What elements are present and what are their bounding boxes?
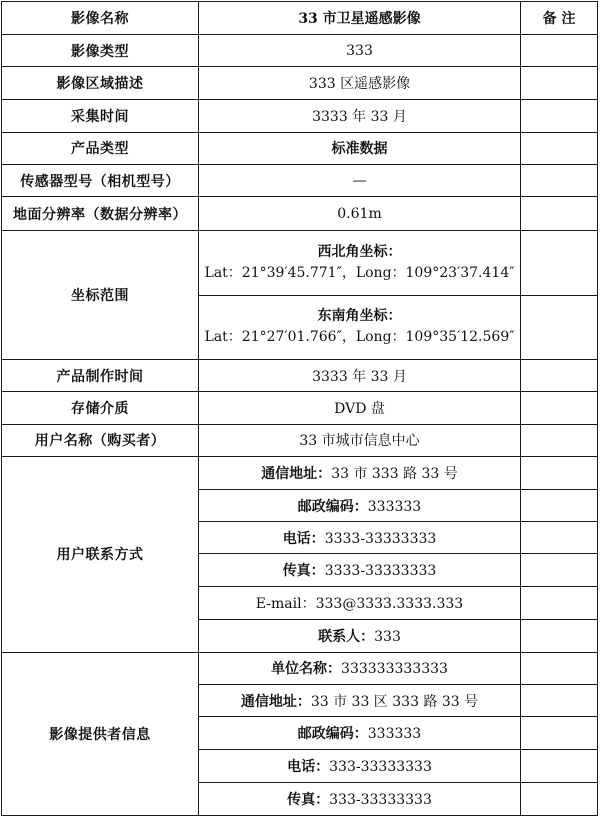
remarks-cell — [521, 35, 598, 67]
user-email-cell — [199, 587, 521, 619]
region-desc-label: 影像区域描述 — [2, 67, 199, 99]
user-email-value: 333@3333.3333.333 — [315, 596, 464, 613]
storage-medium-value: DVD 盘 — [199, 392, 521, 424]
provider-phone-cell — [199, 750, 521, 782]
remarks-cell — [521, 67, 598, 99]
remarks-cell — [521, 750, 598, 782]
remarks-cell — [521, 685, 598, 717]
user-fax-value: 3333-33333333 — [324, 563, 437, 580]
remarks-cell — [521, 717, 598, 750]
provider-address-value: 33 市 33 区 333 路 33 号 — [310, 693, 479, 710]
remarks-cell — [521, 456, 598, 489]
sensor-model-value: — — [199, 164, 521, 196]
remarks-cell — [521, 164, 598, 196]
southeast-coord-title: 东南角坐标： — [317, 308, 402, 325]
provider-org-cell — [199, 652, 521, 684]
table-row — [2, 2, 598, 35]
user-postcode-value: 333333 — [367, 498, 422, 515]
table-row — [2, 424, 598, 456]
user-phone-key: 电话： — [282, 530, 325, 547]
user-address-value: 33 市 333 路 33 号 — [331, 465, 458, 482]
coord-range-label: 坐标范围 — [2, 231, 199, 360]
provider-info-label: 影像提供者信息 — [2, 652, 199, 815]
provider-address-cell — [199, 685, 521, 717]
remarks-cell — [521, 392, 598, 424]
table-row — [2, 360, 598, 392]
remarks-cell — [521, 132, 598, 164]
provider-fax-value: 333-33333333 — [329, 791, 432, 808]
table-row — [2, 35, 598, 67]
remarks-cell — [521, 197, 598, 231]
ground-resolution-value: 0.61m — [199, 197, 521, 231]
user-postcode-key: 邮政编码： — [297, 498, 368, 515]
table-row — [2, 392, 598, 424]
table-row — [2, 164, 598, 196]
table-row — [2, 67, 598, 99]
table-row — [2, 456, 598, 489]
capture-time-value: 3333 年 33 月 — [199, 99, 521, 132]
sensor-model-label: 传感器型号（相机型号） — [2, 164, 199, 196]
remarks-cell — [521, 99, 598, 132]
image-type-value: 333 — [199, 35, 521, 67]
user-contact-person-key: 联系人： — [318, 628, 375, 645]
remarks-cell — [521, 489, 598, 521]
user-contact-person-value: 333 — [374, 628, 401, 645]
region-desc-value: 333 区遥感影像 — [199, 67, 521, 99]
provider-fax-key: 传真： — [287, 791, 330, 808]
user-name-value: 33 市城市信息中心 — [199, 424, 521, 456]
user-fax-key: 传真： — [282, 563, 325, 580]
user-fax-cell — [199, 554, 521, 587]
table-row — [2, 99, 598, 132]
provider-postcode-cell — [199, 717, 521, 750]
northwest-coord-cell — [199, 231, 521, 295]
user-phone-value: 3333-33333333 — [324, 530, 437, 547]
table-row — [2, 132, 598, 164]
remarks-cell — [521, 231, 598, 295]
southeast-coord-value: Lat：21°27′01.766″，Long：109°35′12.569″ — [204, 329, 515, 346]
storage-medium-label: 存储介质 — [2, 392, 199, 424]
remarks-cell — [521, 782, 598, 815]
provider-org-key: 单位名称： — [271, 661, 342, 678]
product-type-value: 标准数据 — [199, 132, 521, 164]
user-address-cell — [199, 456, 521, 489]
remarks-cell — [521, 424, 598, 456]
remarks-cell — [521, 619, 598, 652]
user-name-label: 用户名称（购买者） — [2, 424, 199, 456]
user-postcode-cell — [199, 489, 521, 521]
southeast-coord-cell — [199, 295, 521, 359]
northwest-coord-title: 西北角坐标： — [317, 244, 402, 261]
remarks-cell — [521, 295, 598, 359]
user-contact-label: 用户联系方式 — [2, 456, 199, 652]
remarks-header: 备 注 — [521, 2, 598, 35]
provider-fax-cell — [199, 782, 521, 815]
image-name-label: 影像名称 — [2, 2, 199, 35]
provider-address-key: 通信地址： — [240, 693, 311, 710]
provider-postcode-value: 333333 — [367, 726, 422, 743]
provider-postcode-key: 邮政编码： — [297, 726, 368, 743]
user-email-key: E-mail： — [255, 596, 316, 613]
user-phone-cell — [199, 522, 521, 554]
remarks-cell — [521, 587, 598, 619]
capture-time-label: 采集时间 — [2, 99, 199, 132]
production-time-value: 3333 年 33 月 — [199, 360, 521, 392]
image-metadata-table — [1, 1, 598, 816]
product-type-label: 产品类型 — [2, 132, 199, 164]
remarks-cell — [521, 652, 598, 684]
provider-phone-value: 333-33333333 — [329, 759, 432, 776]
table-row — [2, 652, 598, 684]
remarks-cell — [521, 522, 598, 554]
user-address-key: 通信地址： — [261, 465, 332, 482]
table-row — [2, 197, 598, 231]
remarks-cell — [521, 554, 598, 587]
image-type-label: 影像类型 — [2, 35, 199, 67]
northwest-coord-value: Lat：21°39′45.771″，Long：109°23′37.414″ — [204, 265, 515, 282]
table-row — [2, 231, 598, 295]
provider-phone-key: 电话： — [287, 759, 330, 776]
provider-org-value: 333333333333 — [341, 661, 448, 678]
image-name-value: 33 市卫星遥感影像 — [199, 2, 521, 35]
ground-resolution-label: 地面分辨率（数据分辨率） — [2, 197, 199, 231]
user-contact-person-cell — [199, 619, 521, 652]
production-time-label: 产品制作时间 — [2, 360, 199, 392]
remarks-cell — [521, 360, 598, 392]
